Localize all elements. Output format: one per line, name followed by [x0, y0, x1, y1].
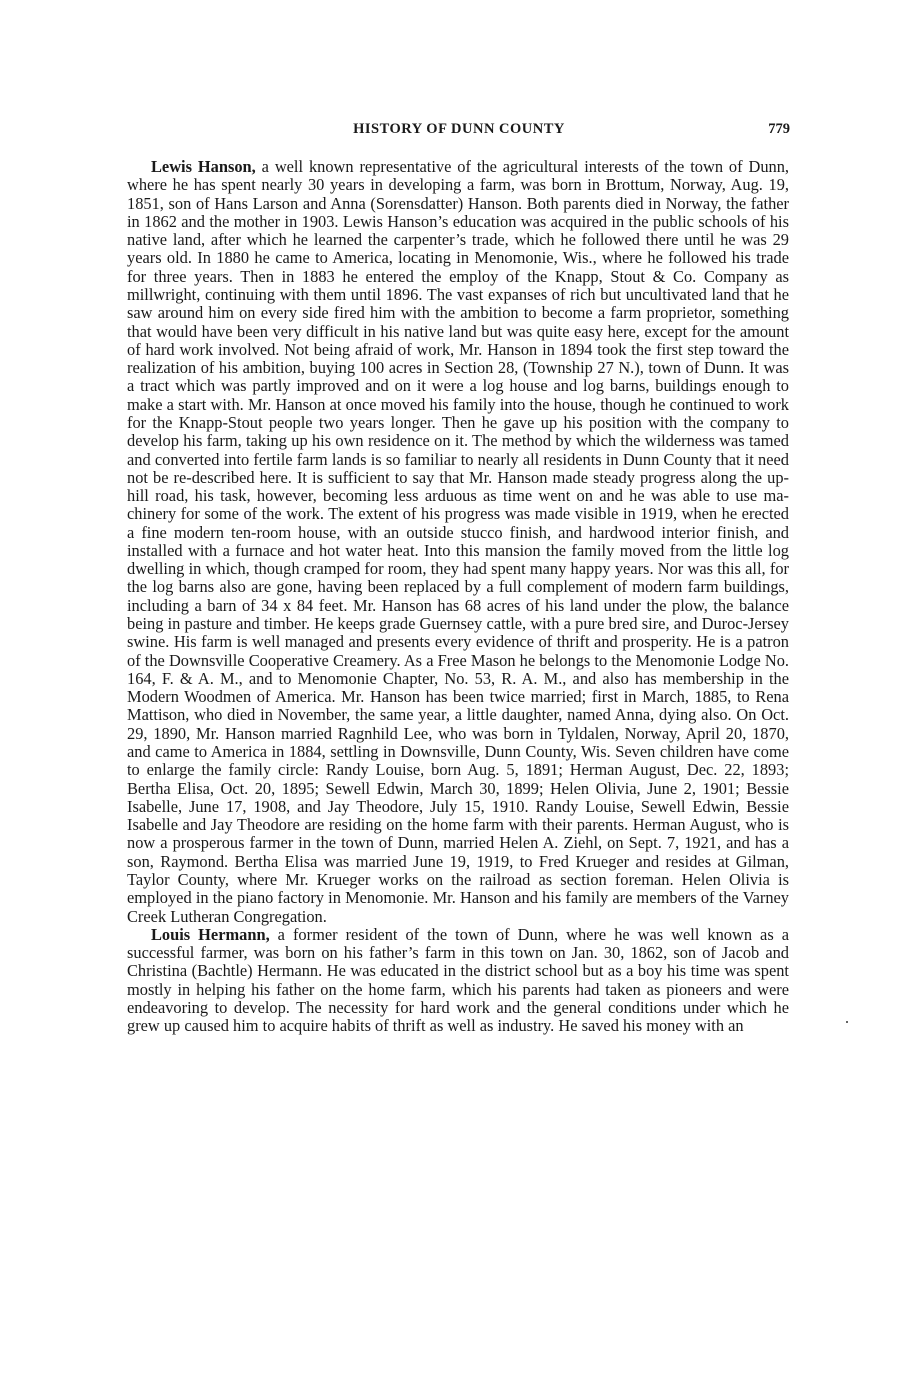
page-number: 779	[768, 121, 790, 137]
scan-speck	[846, 1021, 848, 1023]
body-text	[127, 158, 789, 1036]
entry-name: Lewis Hanson,	[151, 157, 256, 176]
biography-entry-lewis-hanson	[127, 158, 789, 926]
entry-name: Louis Hermann,	[151, 924, 270, 944]
page-title: HISTORY OF DUNN COUNTY	[353, 121, 565, 137]
biography-entry-louis-hermann	[127, 926, 789, 1036]
running-header	[128, 121, 790, 143]
entry-text: a well known representative of the agricultural interests of the town of Dunn, where he has spent nearly 30 years in developing a farm, was born in Brottum, Norway, Aug. 19, 1851, son of Hans Larson and Anna (Sorensdatter) Hanson. Both parents died in Norway, the father in 1862 and the mother in 1903. Lewis Hanson’s education was acquired in the public schools of his native land, after which he learned the carpenter’s trade, which he followed there until he was 29 years old. In 1880 he came to America, locating in Menomonie, Wis., where he followed his trade for three years. Then in 1883 he entered the employ of the Knapp, Stout & Co. Company as millwright, continuing with them until 1896. The vast expanses of rich but uncultivated land that he saw around him on every side fired him with the ambition to become a farm proprietor, something that would have been very difficult in his native land but was quite easy here, except for the amount of hard work involved. Not being afraid of work, Mr. Hanson in 1894 took the first step toward the realization of his ambition, buying 100 acres in Section 28, (Township 27 N.), town of Dunn. It was a tract which was partly improved and on it were a log house and log barns, buildings enough to make a start with. Mr. Hanson at once moved his family into the house, though he continued to work for the Knapp-Stout people two years longer. Then he gave up his position with the company to develop his farm, taking up his own residence on it. The method by which the wilderness was tamed and converted into fertile farm lands is so familiar to nearly all residents in Dunn County that it need not be re-described here. It is sufficient to say that Mr. Hanson made steady progress along the up-hill road, his task, however, becoming less arduous as time went on and he was able to use machinery for some of the work. The extent of his progress was made visible in 1919, when he erected a fine modern ten-room house, with an outside stucco finish, and hardwood interior finish, and installed with a furnace and hot water heat. Into this mansion the family moved from the little log dwelling in which, though cramped for room, they had spent many happy years. Nor was this all, for the log barns also are gone, having been replaced by a full complement of modern farm buildings, including a barn of 34 x 84 feet. Mr. Hanson has 68 acres of his land under the plow, the balance being in pasture and timber. He keeps grade Guernsey cattle, with a pure bred sire, and Duroc-Jersey swine. His farm is well managed and presents every evidence of thrift and prosperity. He is a patron of the Downsville Cooperative Creamery. As a Free Mason he belongs to the Menomonie Lodge No. 164, F. & A. M., and to Menomonie Chapter, No. 53, R. A. M., and also has membership in the Modern Woodmen of America. Mr. Hanson has been twice married; first in March, 1885, to Rena Mattison, who died in November, the same year, a little daughter, named Anna, dying also. On Oct. 29, 1890, Mr. Hanson married Ragnhild Lee, who was born in Tyldalen, Norway, April 20, 1870, and came to America in 1884, settling in Downsville, Dunn County, Wis. Seven children have come to enlarge the family circle: Randy Louise, born Aug. 5, 1891; Herman August, Dec. 22, 1893; Bertha Elisa, Oct. 20, 1895; Sewell Edwin, March 30, 1899; Helen Olivia, June 2, 1901; Bessie Isabelle, June 17, 1908, and Jay Theodore, July 15, 1910. Randy Louise, Sewell Edwin, Bessie Isabelle and Jay Theodore are residing on the home farm with their parents. Herman August, who is now a prosperous farmer in the town of Dunn, married Helen A. Ziehl, on Sept. 7, 1921, and has a son, Raymond. Bertha Elisa was married June 19, 1919, to Fred Krueger and resides at Gilman, Taylor County, where Mr. Krueger works on the railroad as section foreman. Helen Olivia is employed in the piano factory in Menomonie. Mr. Hanson and his family are members of the Varney Creek Lutheran Congregation.	[127, 157, 789, 926]
entry-text: a former resident of the town of Dunn, where he was well known as a successful farmer, was born on his father’s farm in this town on Jan. 30, 1862, son of Jacob and Christina (Bachtle) Hermann. He was educated in the district school but as a boy his time was spent mostly in helping his father on the home farm, which his parents had taken as pioneers and were endeavoring to develop. The necessity for hard work and the general conditions under which he grew up caused him to acquire habits of thrift as well as industry. He saved his money with an	[127, 924, 789, 1036]
